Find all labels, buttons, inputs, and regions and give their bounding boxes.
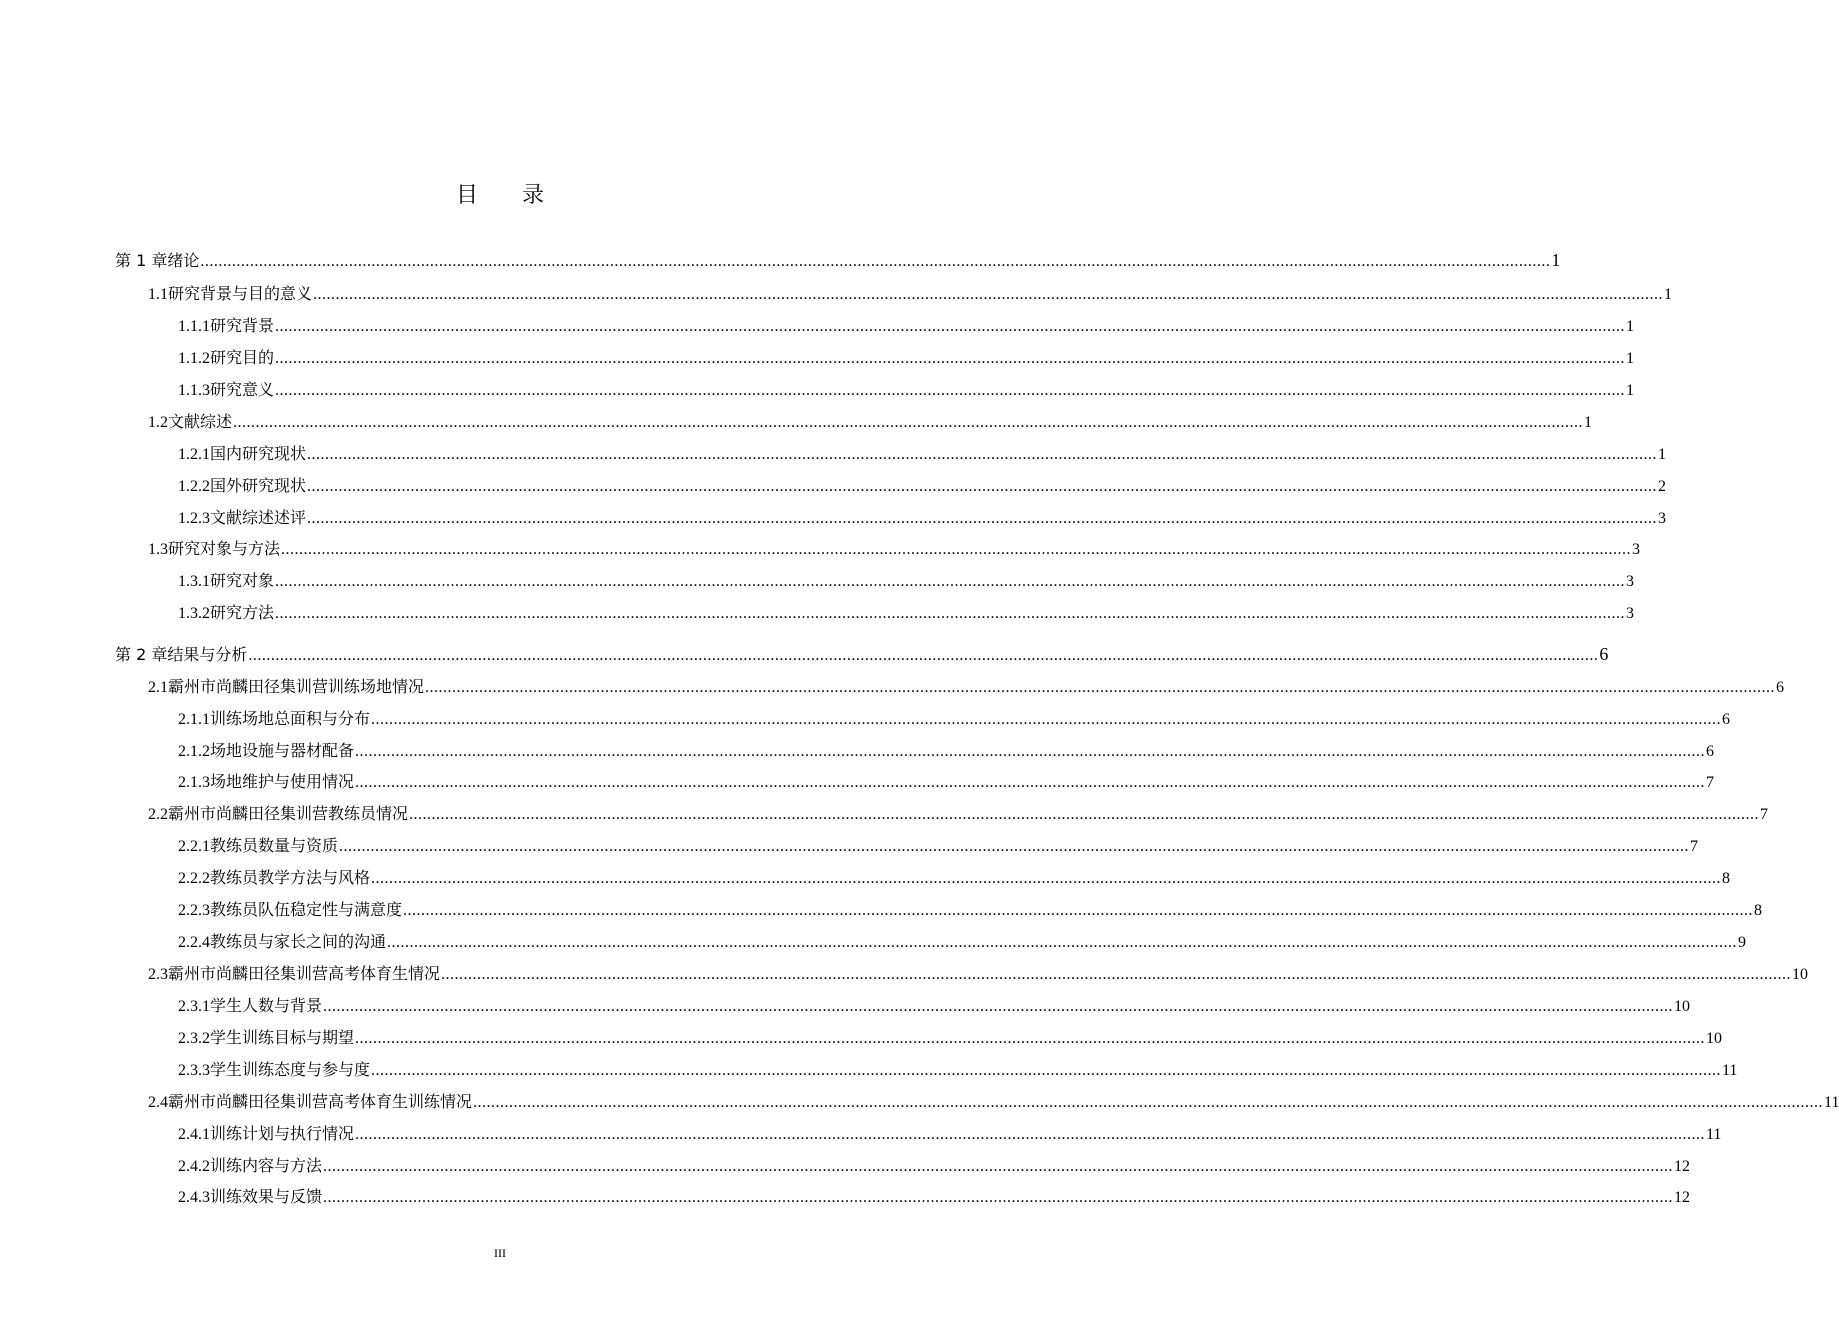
toc-subsection-entry[interactable] <box>178 1184 1691 1206</box>
toc-section-entry[interactable] <box>148 409 1593 431</box>
toc-entry-number: 1.3.1 <box>178 573 210 590</box>
toc-section-entry[interactable] <box>148 1089 1839 1111</box>
toc-entry-label: 霸州市尚麟田径集训营训练场地情况 <box>168 677 425 696</box>
toc-entry-number: 2.1 <box>148 679 168 696</box>
toc-entry-number: 1.3 <box>148 541 168 558</box>
toc-entry-page: 7 <box>1690 838 1699 855</box>
toc-entry-number: 2.1.2 <box>178 743 210 760</box>
toc-entry-page: 1 <box>1626 350 1635 367</box>
toc-dot-leader: ............................................................................................................................................................................................................................................................................................................ <box>473 1094 1824 1111</box>
toc-dot-leader: ............................................................................................................................................................................................................................................................................................................ <box>275 382 1626 399</box>
toc-dot-leader: ............................................................................................................................................................................................................................................................................................................ <box>323 1158 1674 1175</box>
toc-entry-number: 2.1.3 <box>178 774 210 791</box>
toc-subsection-entry[interactable] <box>178 473 1667 495</box>
toc-subsection-entry[interactable] <box>178 505 1667 527</box>
toc-section-entry[interactable] <box>148 674 1785 696</box>
toc-entry-page: 8 <box>1722 870 1731 887</box>
toc-dot-leader: ............................................................................................................................................................................................................................................................................................................ <box>281 541 1632 558</box>
toc-subsection-entry[interactable] <box>178 345 1635 367</box>
toc-subsection-entry[interactable] <box>178 1153 1691 1175</box>
toc-subsection-entry[interactable] <box>178 865 1731 887</box>
toc-subsection-entry[interactable] <box>178 1025 1723 1047</box>
toc-dot-leader: ............................................................................................................................................................................................................................................................................................................ <box>200 253 1551 270</box>
toc-entry-number: 第 2 章 <box>115 645 168 664</box>
toc-entry-label: 教练员教学方法与风格 <box>210 868 371 887</box>
toc-entry-number: 1.2.1 <box>178 446 210 463</box>
toc-dot-leader: ............................................................................................................................................................................................................................................................................................................ <box>339 838 1690 855</box>
toc-entry-page: 7 <box>1706 774 1715 791</box>
toc-entry-number: 2.4.2 <box>178 1158 210 1175</box>
toc-subsection-entry[interactable] <box>178 441 1667 463</box>
toc-dot-leader: ............................................................................................................................................................................................................................................................................................................ <box>371 1062 1722 1079</box>
toc-entry-page: 3 <box>1626 605 1635 622</box>
toc-dot-leader: ............................................................................................................................................................................................................................................................................................................ <box>275 318 1626 335</box>
toc-entry-number: 2.1.1 <box>178 711 210 728</box>
page-number: III <box>494 1246 506 1260</box>
toc-entry-page: 7 <box>1760 806 1769 823</box>
toc-entry-number: 1.2 <box>148 414 168 431</box>
toc-entry-label: 场地维护与使用情况 <box>210 772 355 791</box>
toc-entry-number: 1.1 <box>148 286 168 303</box>
toc-section-entry[interactable] <box>148 281 1673 303</box>
toc-entry-page: 1 <box>1626 382 1635 399</box>
toc-entry-number: 1.2.3 <box>178 510 210 527</box>
toc-entry-label: 教练员与家长之间的沟通 <box>210 932 387 951</box>
toc-entry-number: 2.4 <box>148 1094 168 1111</box>
toc-entry-number: 2.3.1 <box>178 998 210 1015</box>
toc-entry-label: 学生训练态度与参与度 <box>210 1060 371 1079</box>
toc-dot-leader: ............................................................................................................................................................................................................................................................................................................ <box>355 743 1706 760</box>
toc-entry-label: 学生训练目标与期望 <box>210 1028 355 1047</box>
toc-entry-page: 2 <box>1658 478 1667 495</box>
toc-entry-number: 2.2.2 <box>178 870 210 887</box>
toc-entry-page: 8 <box>1754 902 1763 919</box>
toc-dot-leader: ............................................................................................................................................................................................................................................................................................................ <box>371 711 1722 728</box>
toc-section-entry[interactable] <box>148 961 1809 983</box>
toc-entry-page: 3 <box>1632 541 1641 558</box>
toc-dot-leader: ............................................................................................................................................................................................................................................................................................................ <box>307 478 1658 495</box>
toc-dot-leader: ............................................................................................................................................................................................................................................................................................................ <box>313 286 1664 303</box>
toc-dot-leader: ............................................................................................................................................................................................................................................................................................................ <box>248 647 1599 664</box>
toc-entry-number: 1.1.2 <box>178 350 210 367</box>
toc-entry-page: 12 <box>1674 1189 1691 1206</box>
toc-entry-label: 文献综述 <box>168 412 233 431</box>
toc-entry-label: 结果与分析 <box>167 645 248 664</box>
toc-entry-number: 2.2.3 <box>178 902 210 919</box>
toc-entry-page: 1 <box>1551 250 1561 270</box>
toc-entry-number: 1.3.2 <box>178 605 210 622</box>
toc-entry-label: 研究对象与方法 <box>168 539 281 558</box>
toc-subsection-entry[interactable] <box>178 706 1731 728</box>
title-char-1: 目 <box>455 183 478 208</box>
toc-entry-label: 研究对象 <box>210 571 275 590</box>
toc-entry-label: 国外研究现状 <box>210 476 307 495</box>
toc-entry-page: 1 <box>1658 446 1667 463</box>
toc-entry-number: 2.3 <box>148 966 168 983</box>
toc-dot-leader: ............................................................................................................................................................................................................................................................................................................ <box>323 1189 1674 1206</box>
toc-entry-label: 研究背景 <box>210 316 275 335</box>
toc-subsection-entry[interactable] <box>178 1057 1738 1079</box>
toc-entry-number: 2.2.1 <box>178 838 210 855</box>
toc-entry-page: 10 <box>1792 966 1809 983</box>
toc-entry-page: 1 <box>1664 286 1673 303</box>
toc-entry-label: 学生人数与背景 <box>210 996 323 1015</box>
toc-subsection-entry[interactable] <box>178 769 1715 791</box>
toc-subsection-entry[interactable] <box>178 313 1635 335</box>
toc-entry-label: 训练效果与反馈 <box>210 1187 323 1206</box>
toc-entry-label: 研究意义 <box>210 380 275 399</box>
toc-entry-label: 训练计划与执行情况 <box>210 1124 355 1143</box>
toc-entry-label: 教练员队伍稳定性与满意度 <box>210 900 403 919</box>
toc-subsection-entry[interactable] <box>178 738 1715 760</box>
toc-subsection-entry[interactable] <box>178 993 1691 1015</box>
toc-entry-number: 2.4.3 <box>178 1189 210 1206</box>
toc-entry-page: 11 <box>1824 1094 1839 1111</box>
toc-entry-page: 3 <box>1658 510 1667 527</box>
toc-entry-label: 绪论 <box>167 251 200 270</box>
toc-entry-page: 11 <box>1722 1062 1738 1079</box>
toc-entry-number: 1.1.3 <box>178 382 210 399</box>
toc-chapter-entry[interactable] <box>115 248 1561 270</box>
toc-subsection-entry[interactable] <box>178 897 1763 919</box>
toc-entry-label: 研究目的 <box>210 348 275 367</box>
toc-entry-page: 10 <box>1674 998 1691 1015</box>
toc-entry-label: 国内研究现状 <box>210 444 307 463</box>
title-char-2: 录 <box>522 183 545 208</box>
toc-entry-page: 10 <box>1706 1030 1723 1047</box>
toc-dot-leader: ............................................................................................................................................................................................................................................................................................................ <box>323 998 1674 1015</box>
toc-dot-leader: ............................................................................................................................................................................................................................................................................................................ <box>275 605 1626 622</box>
toc-entry-label: 训练场地总面积与分布 <box>210 709 371 728</box>
toc-entry-number: 2.2.4 <box>178 934 210 951</box>
toc-entry-page: 12 <box>1674 1158 1691 1175</box>
page-title <box>0 178 1000 209</box>
toc-entry-number: 2.3.2 <box>178 1030 210 1047</box>
toc-entry-page: 9 <box>1738 934 1747 951</box>
toc-entry-number: 第 1 章 <box>115 251 168 270</box>
toc-subsection-entry[interactable] <box>178 929 1747 951</box>
toc-dot-leader: ............................................................................................................................................................................................................................................................................................................ <box>371 870 1722 887</box>
toc-dot-leader: ............................................................................................................................................................................................................................................................................................................ <box>387 934 1738 951</box>
toc-section-entry[interactable] <box>148 536 1641 558</box>
toc-entry-label: 教练员数量与资质 <box>210 836 339 855</box>
toc-entry-number: 1.2.2 <box>178 478 210 495</box>
toc-entry-label: 霸州市尚麟田径集训营高考体育生情况 <box>168 964 441 983</box>
toc-entry-page: 6 <box>1706 743 1715 760</box>
toc-subsection-entry[interactable] <box>178 600 1635 622</box>
toc-dot-leader: ............................................................................................................................................................................................................................................................................................................ <box>409 806 1760 823</box>
toc-subsection-entry[interactable] <box>178 377 1635 399</box>
toc-entry-number: 2.4.1 <box>178 1126 210 1143</box>
toc-dot-leader: ............................................................................................................................................................................................................................................................................................................ <box>275 350 1626 367</box>
toc-section-entry[interactable] <box>148 801 1769 823</box>
toc-entry-label: 霸州市尚麟田径集训营教练员情况 <box>168 804 409 823</box>
toc-entry-page: 11 <box>1706 1126 1722 1143</box>
toc-entry-page: 1 <box>1584 414 1593 431</box>
toc-subsection-entry[interactable] <box>178 833 1699 855</box>
toc-entry-label: 场地设施与器材配备 <box>210 741 355 760</box>
toc-entry-label: 训练内容与方法 <box>210 1156 323 1175</box>
toc-dot-leader: ............................................................................................................................................................................................................................................................................................................ <box>403 902 1754 919</box>
toc-entry-number: 2.2 <box>148 806 168 823</box>
toc-entry-label: 研究背景与目的意义 <box>168 284 313 303</box>
toc-dot-leader: ............................................................................................................................................................................................................................................................................................................ <box>275 573 1626 590</box>
toc-entry-label: 文献综述述评 <box>210 508 307 527</box>
toc-dot-leader: ............................................................................................................................................................................................................................................................................................................ <box>441 966 1792 983</box>
toc-entry-number: 2.3.3 <box>178 1062 210 1079</box>
toc-entry-page: 1 <box>1626 318 1635 335</box>
toc-dot-leader: ............................................................................................................................................................................................................................................................................................................ <box>425 679 1776 696</box>
toc-dot-leader: ............................................................................................................................................................................................................................................................................................................ <box>307 510 1658 527</box>
toc-dot-leader: ............................................................................................................................................................................................................................................................................................................ <box>307 446 1658 463</box>
toc-entry-page: 6 <box>1722 711 1731 728</box>
toc-dot-leader: ............................................................................................................................................................................................................................................................................................................ <box>233 414 1584 431</box>
toc-entry-page: 6 <box>1776 679 1785 696</box>
toc-chapter-entry[interactable] <box>115 642 1609 664</box>
toc-entry-label: 霸州市尚麟田径集训营高考体育生训练情况 <box>168 1092 473 1111</box>
toc-entry-page: 3 <box>1626 573 1635 590</box>
toc-subsection-entry[interactable] <box>178 1121 1722 1143</box>
toc-entry-page: 6 <box>1599 644 1609 664</box>
toc-entry-number: 1.1.1 <box>178 318 210 335</box>
toc-dot-leader: ............................................................................................................................................................................................................................................................................................................ <box>355 774 1706 791</box>
toc-dot-leader: ............................................................................................................................................................................................................................................................................................................ <box>355 1126 1706 1143</box>
toc-subsection-entry[interactable] <box>178 568 1635 590</box>
toc-dot-leader: ............................................................................................................................................................................................................................................................................................................ <box>355 1030 1706 1047</box>
toc-entry-label: 研究方法 <box>210 603 275 622</box>
